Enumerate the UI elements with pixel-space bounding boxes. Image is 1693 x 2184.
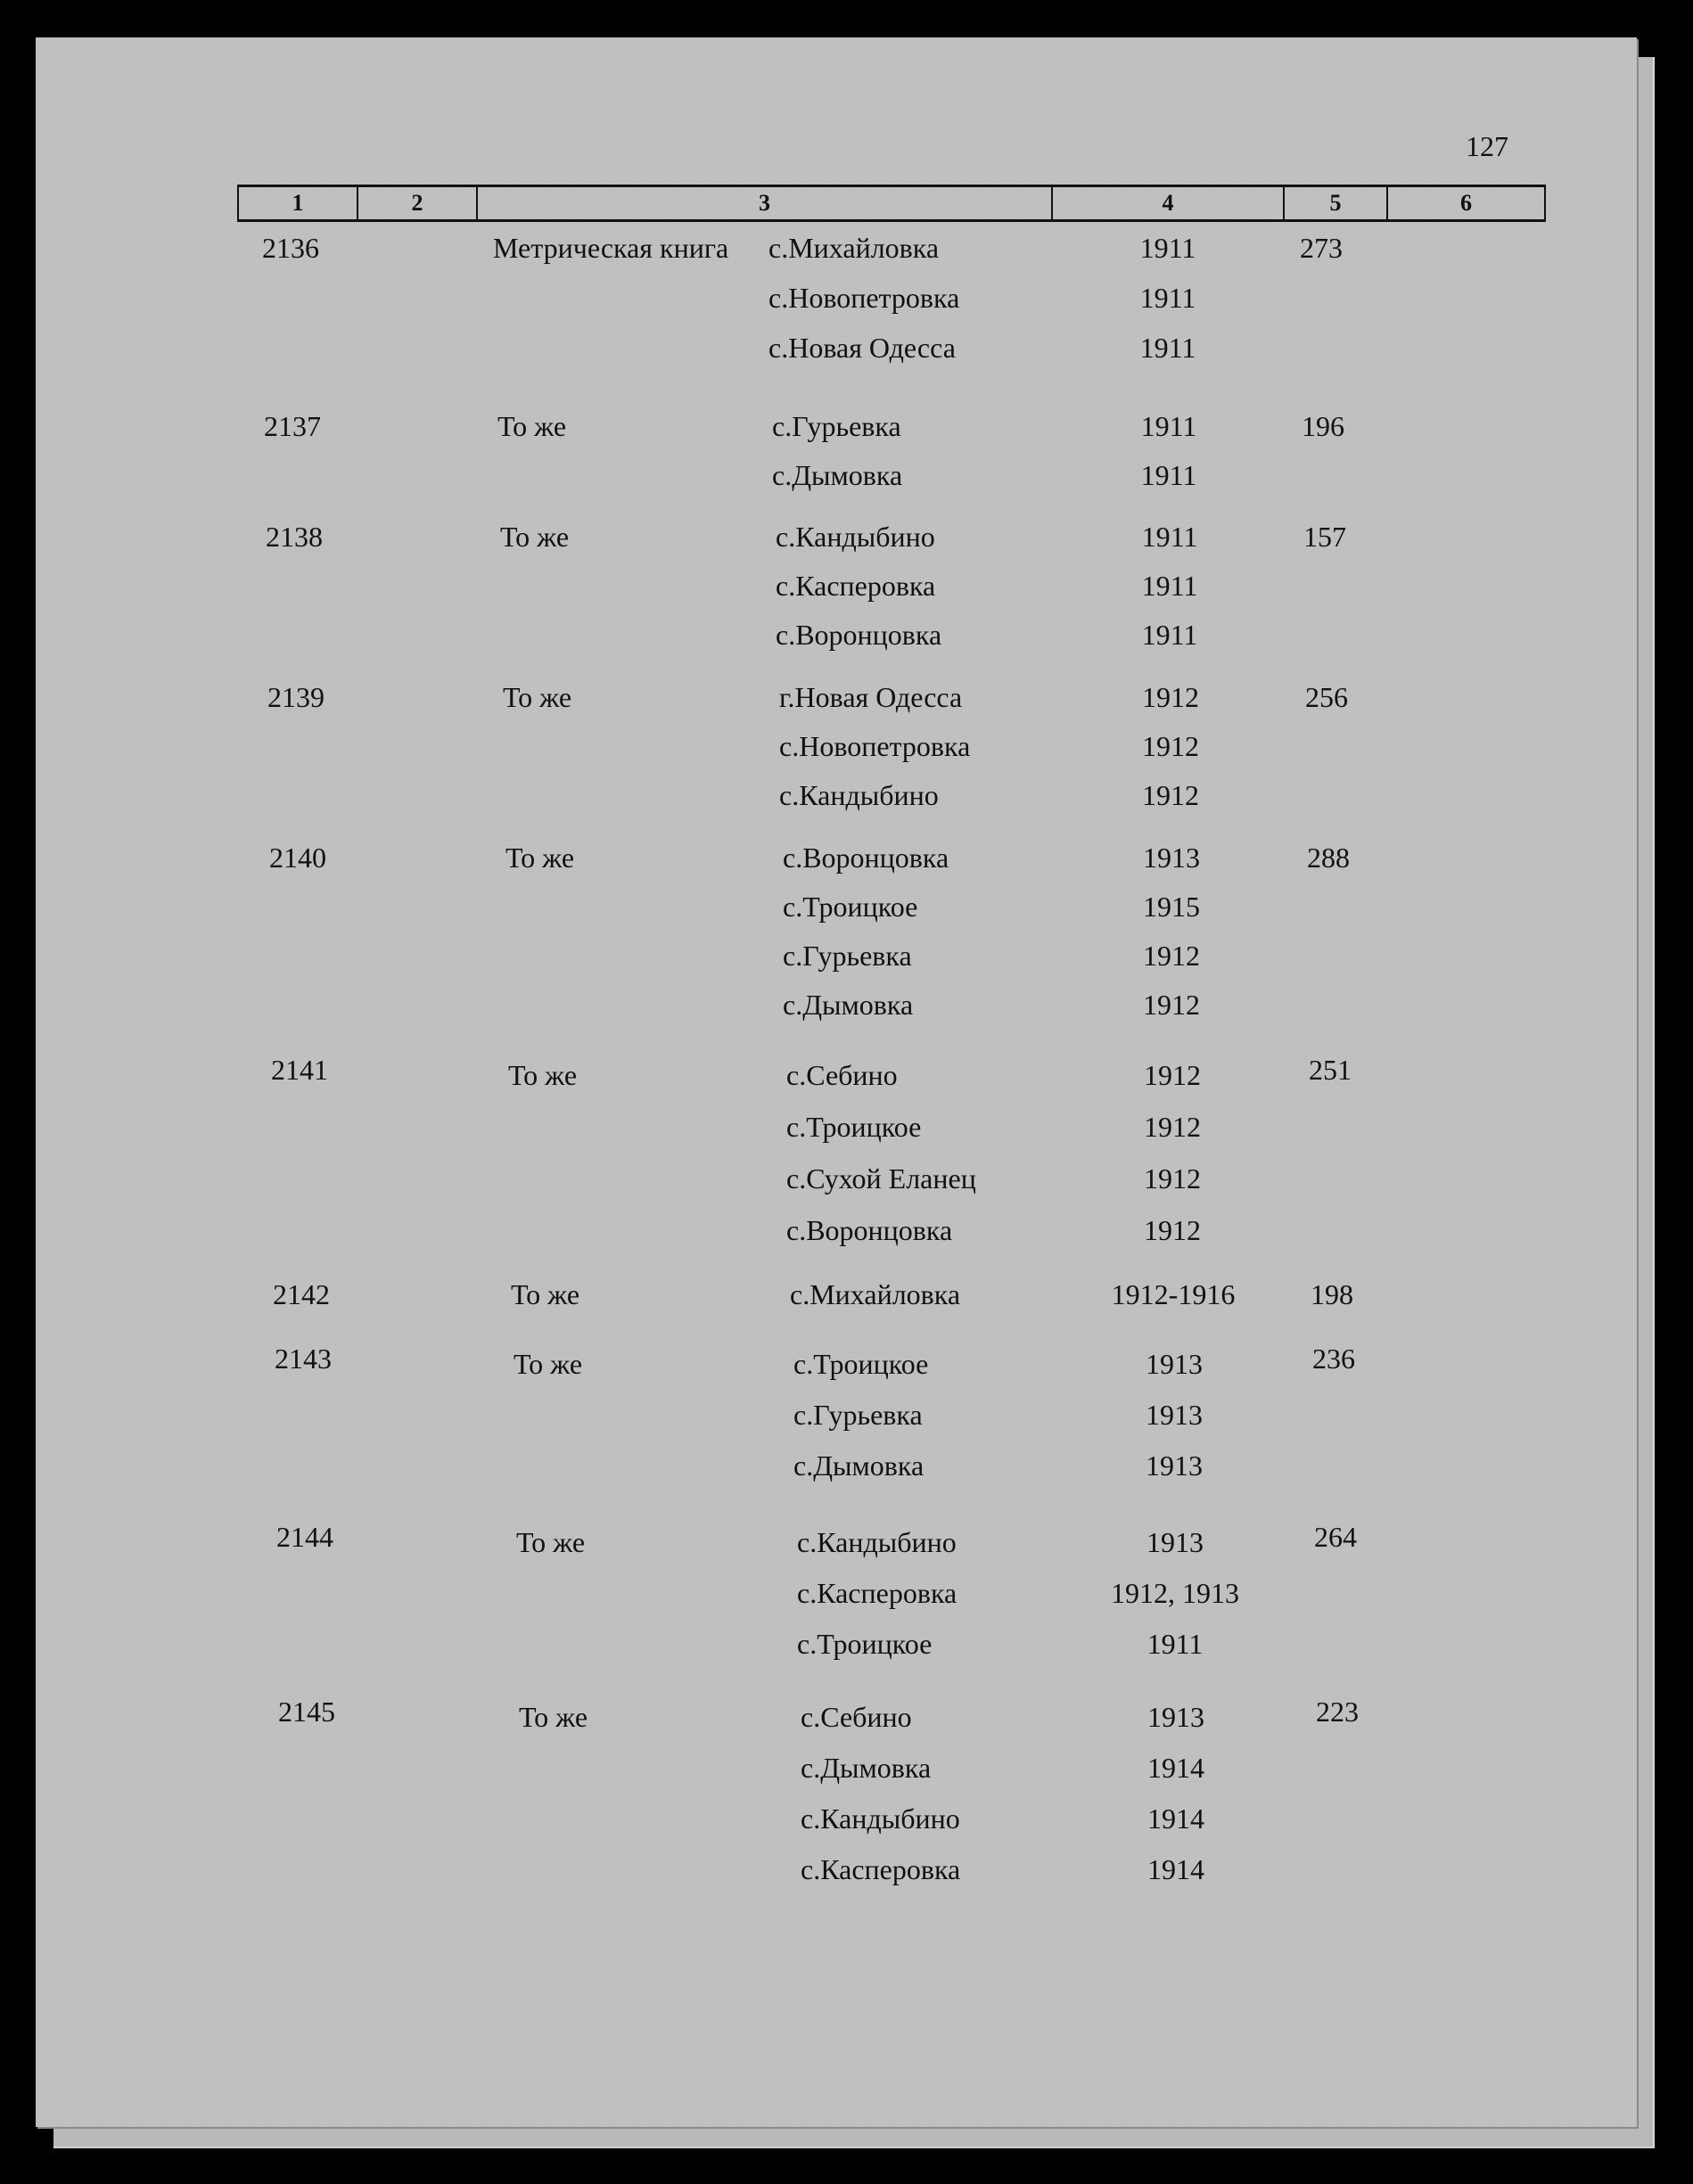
entry-sheet-count: 273 bbox=[1300, 232, 1343, 264]
year: 1913 bbox=[1146, 1348, 1203, 1380]
entry-line bbox=[36, 891, 1637, 926]
place-name: с.Себино bbox=[801, 1701, 912, 1733]
place-name: с.Кандыбино bbox=[801, 1802, 960, 1835]
entry-line bbox=[36, 1853, 1637, 1889]
place-name: с.Троицкое bbox=[783, 891, 918, 923]
place-name: с.Касперовка bbox=[801, 1853, 961, 1885]
entry-number: 2145 bbox=[278, 1695, 335, 1728]
year: 1911 bbox=[1139, 332, 1196, 364]
entry-line bbox=[36, 940, 1637, 975]
place-name: с.Касперовка bbox=[797, 1577, 957, 1609]
entry-line bbox=[36, 681, 1637, 717]
entry-line bbox=[36, 459, 1637, 495]
document-page bbox=[36, 37, 1637, 2127]
year: 1912 bbox=[1144, 1059, 1201, 1091]
entry-line bbox=[36, 570, 1637, 605]
entry-line bbox=[36, 779, 1637, 815]
year: 1915 bbox=[1143, 891, 1200, 923]
entry-number: 2143 bbox=[275, 1342, 332, 1375]
place-name: с.Троицкое bbox=[797, 1628, 933, 1660]
entry-sheet-count: 264 bbox=[1314, 1521, 1357, 1553]
year: 1913 bbox=[1146, 1399, 1203, 1431]
year: 1911 bbox=[1141, 521, 1198, 553]
year: 1913 bbox=[1146, 1449, 1203, 1482]
place-name: с.Гурьевка bbox=[783, 940, 912, 972]
entry-number: 2144 bbox=[276, 1521, 333, 1553]
entry-line bbox=[36, 1399, 1637, 1434]
entry-sheet-count: 223 bbox=[1316, 1695, 1359, 1728]
entry-description: То же bbox=[516, 1526, 586, 1558]
column-header: 3 bbox=[478, 187, 1053, 219]
entry-sheet-count: 196 bbox=[1302, 410, 1344, 442]
year: 1913 bbox=[1143, 842, 1200, 874]
place-name: с.Гурьевка bbox=[772, 410, 901, 442]
entry-line bbox=[36, 1526, 1637, 1562]
entry-sheet-count: 236 bbox=[1312, 1342, 1355, 1375]
year: 1912-1916 bbox=[1111, 1278, 1236, 1310]
place-name: с.Новопетровка bbox=[768, 282, 960, 314]
year: 1911 bbox=[1140, 459, 1197, 491]
place-name: с.Гурьевка bbox=[793, 1399, 923, 1431]
column-header: 4 bbox=[1053, 187, 1285, 219]
column-header: 6 bbox=[1460, 190, 1472, 216]
entry-description: То же bbox=[511, 1278, 580, 1310]
year: 1912 bbox=[1142, 681, 1199, 713]
entry-number: 2142 bbox=[273, 1278, 330, 1310]
entry-line bbox=[36, 1752, 1637, 1787]
place-name: с.Себино bbox=[786, 1059, 898, 1091]
entry-sheet-count: 256 bbox=[1305, 681, 1348, 713]
year: 1911 bbox=[1141, 570, 1198, 602]
place-name: с.Кандыбино bbox=[797, 1526, 957, 1558]
place-name: с.Михайловка bbox=[768, 232, 940, 264]
entry-description: То же bbox=[505, 842, 575, 874]
place-name: с.Троицкое bbox=[793, 1348, 929, 1380]
entry-number: 2136 bbox=[262, 232, 319, 264]
year: 1913 bbox=[1146, 1526, 1204, 1558]
entry-number: 2137 bbox=[264, 410, 321, 442]
year: 1912 bbox=[1144, 1162, 1201, 1195]
column-header: 5 bbox=[1285, 187, 1388, 219]
column-header: 1 bbox=[239, 187, 358, 219]
entry-line bbox=[36, 1278, 1637, 1314]
entry-line bbox=[36, 1059, 1637, 1095]
entry-line bbox=[36, 282, 1637, 317]
place-name: с.Дымовка bbox=[793, 1449, 925, 1482]
entry-description: То же bbox=[519, 1701, 588, 1733]
column-header: 2 bbox=[358, 187, 478, 219]
year: 1911 bbox=[1146, 1628, 1204, 1660]
year: 1912 bbox=[1144, 1111, 1201, 1143]
entry-line bbox=[36, 1348, 1637, 1383]
entry-line bbox=[36, 1214, 1637, 1250]
entry-sheet-count: 251 bbox=[1309, 1054, 1352, 1086]
place-name: с.Михайловка bbox=[790, 1278, 961, 1310]
place-name: с.Касперовка bbox=[776, 570, 936, 602]
entry-number: 2141 bbox=[271, 1054, 328, 1086]
year: 1911 bbox=[1140, 410, 1197, 442]
entry-sheet-count: 198 bbox=[1311, 1278, 1353, 1310]
year: 1914 bbox=[1147, 1853, 1204, 1885]
entry-description: То же bbox=[497, 410, 567, 442]
entry-sheet-count: 157 bbox=[1303, 521, 1346, 553]
year: 1911 bbox=[1139, 232, 1196, 264]
year: 1913 bbox=[1147, 1701, 1204, 1733]
entry-number: 2140 bbox=[269, 842, 326, 874]
column-header-row bbox=[237, 185, 1546, 222]
year: 1911 bbox=[1141, 619, 1198, 651]
year: 1914 bbox=[1147, 1752, 1204, 1784]
year: 1912 bbox=[1142, 779, 1199, 811]
entry-line bbox=[36, 1577, 1637, 1613]
entry-line bbox=[36, 1162, 1637, 1198]
place-name: с.Воронцовка bbox=[786, 1214, 953, 1246]
year: 1911 bbox=[1139, 282, 1196, 314]
entry-line bbox=[36, 619, 1637, 654]
entry-description: То же bbox=[514, 1348, 583, 1380]
year: 1912 bbox=[1144, 1214, 1201, 1246]
year: 1914 bbox=[1147, 1802, 1204, 1835]
entry-line bbox=[36, 1111, 1637, 1146]
entry-line bbox=[36, 1701, 1637, 1737]
year: 1912 bbox=[1142, 730, 1199, 762]
entry-description: То же bbox=[503, 681, 572, 713]
place-name: с.Новая Одесса bbox=[768, 332, 956, 364]
entry-line bbox=[36, 989, 1637, 1024]
page-number: 127 bbox=[1466, 130, 1508, 162]
entry-line bbox=[36, 1802, 1637, 1838]
entry-line bbox=[36, 521, 1637, 556]
entry-line bbox=[36, 730, 1637, 766]
place-name: с.Дымовка bbox=[783, 989, 914, 1021]
place-name: с.Сухой Еланец bbox=[786, 1162, 976, 1195]
year: 1912, 1913 bbox=[1111, 1577, 1239, 1609]
place-name: с.Воронцовка bbox=[776, 619, 942, 651]
place-name: с.Новопетровка bbox=[779, 730, 971, 762]
entry-number: 2139 bbox=[267, 681, 325, 713]
entry-description: Метрическая книга bbox=[493, 232, 729, 264]
entry-line bbox=[36, 1449, 1637, 1485]
entry-line bbox=[36, 332, 1637, 367]
place-name: с.Кандыбино bbox=[779, 779, 939, 811]
year: 1912 bbox=[1143, 940, 1200, 972]
entry-sheet-count: 288 bbox=[1307, 842, 1350, 874]
place-name: с.Троицкое bbox=[786, 1111, 922, 1143]
year: 1912 bbox=[1143, 989, 1200, 1021]
place-name: с.Кандыбино bbox=[776, 521, 935, 553]
entry-number: 2138 bbox=[266, 521, 323, 553]
entry-line bbox=[36, 410, 1637, 446]
entry-line bbox=[36, 1628, 1637, 1663]
entry-description: То же bbox=[500, 521, 570, 553]
place-name: с.Дымовка bbox=[801, 1752, 932, 1784]
entry-line bbox=[36, 232, 1637, 267]
entry-line bbox=[36, 842, 1637, 877]
place-name: г.Новая Одесса bbox=[779, 681, 963, 713]
entry-description: То же bbox=[508, 1059, 578, 1091]
place-name: с.Воронцовка bbox=[783, 842, 949, 874]
place-name: с.Дымовка bbox=[772, 459, 903, 491]
